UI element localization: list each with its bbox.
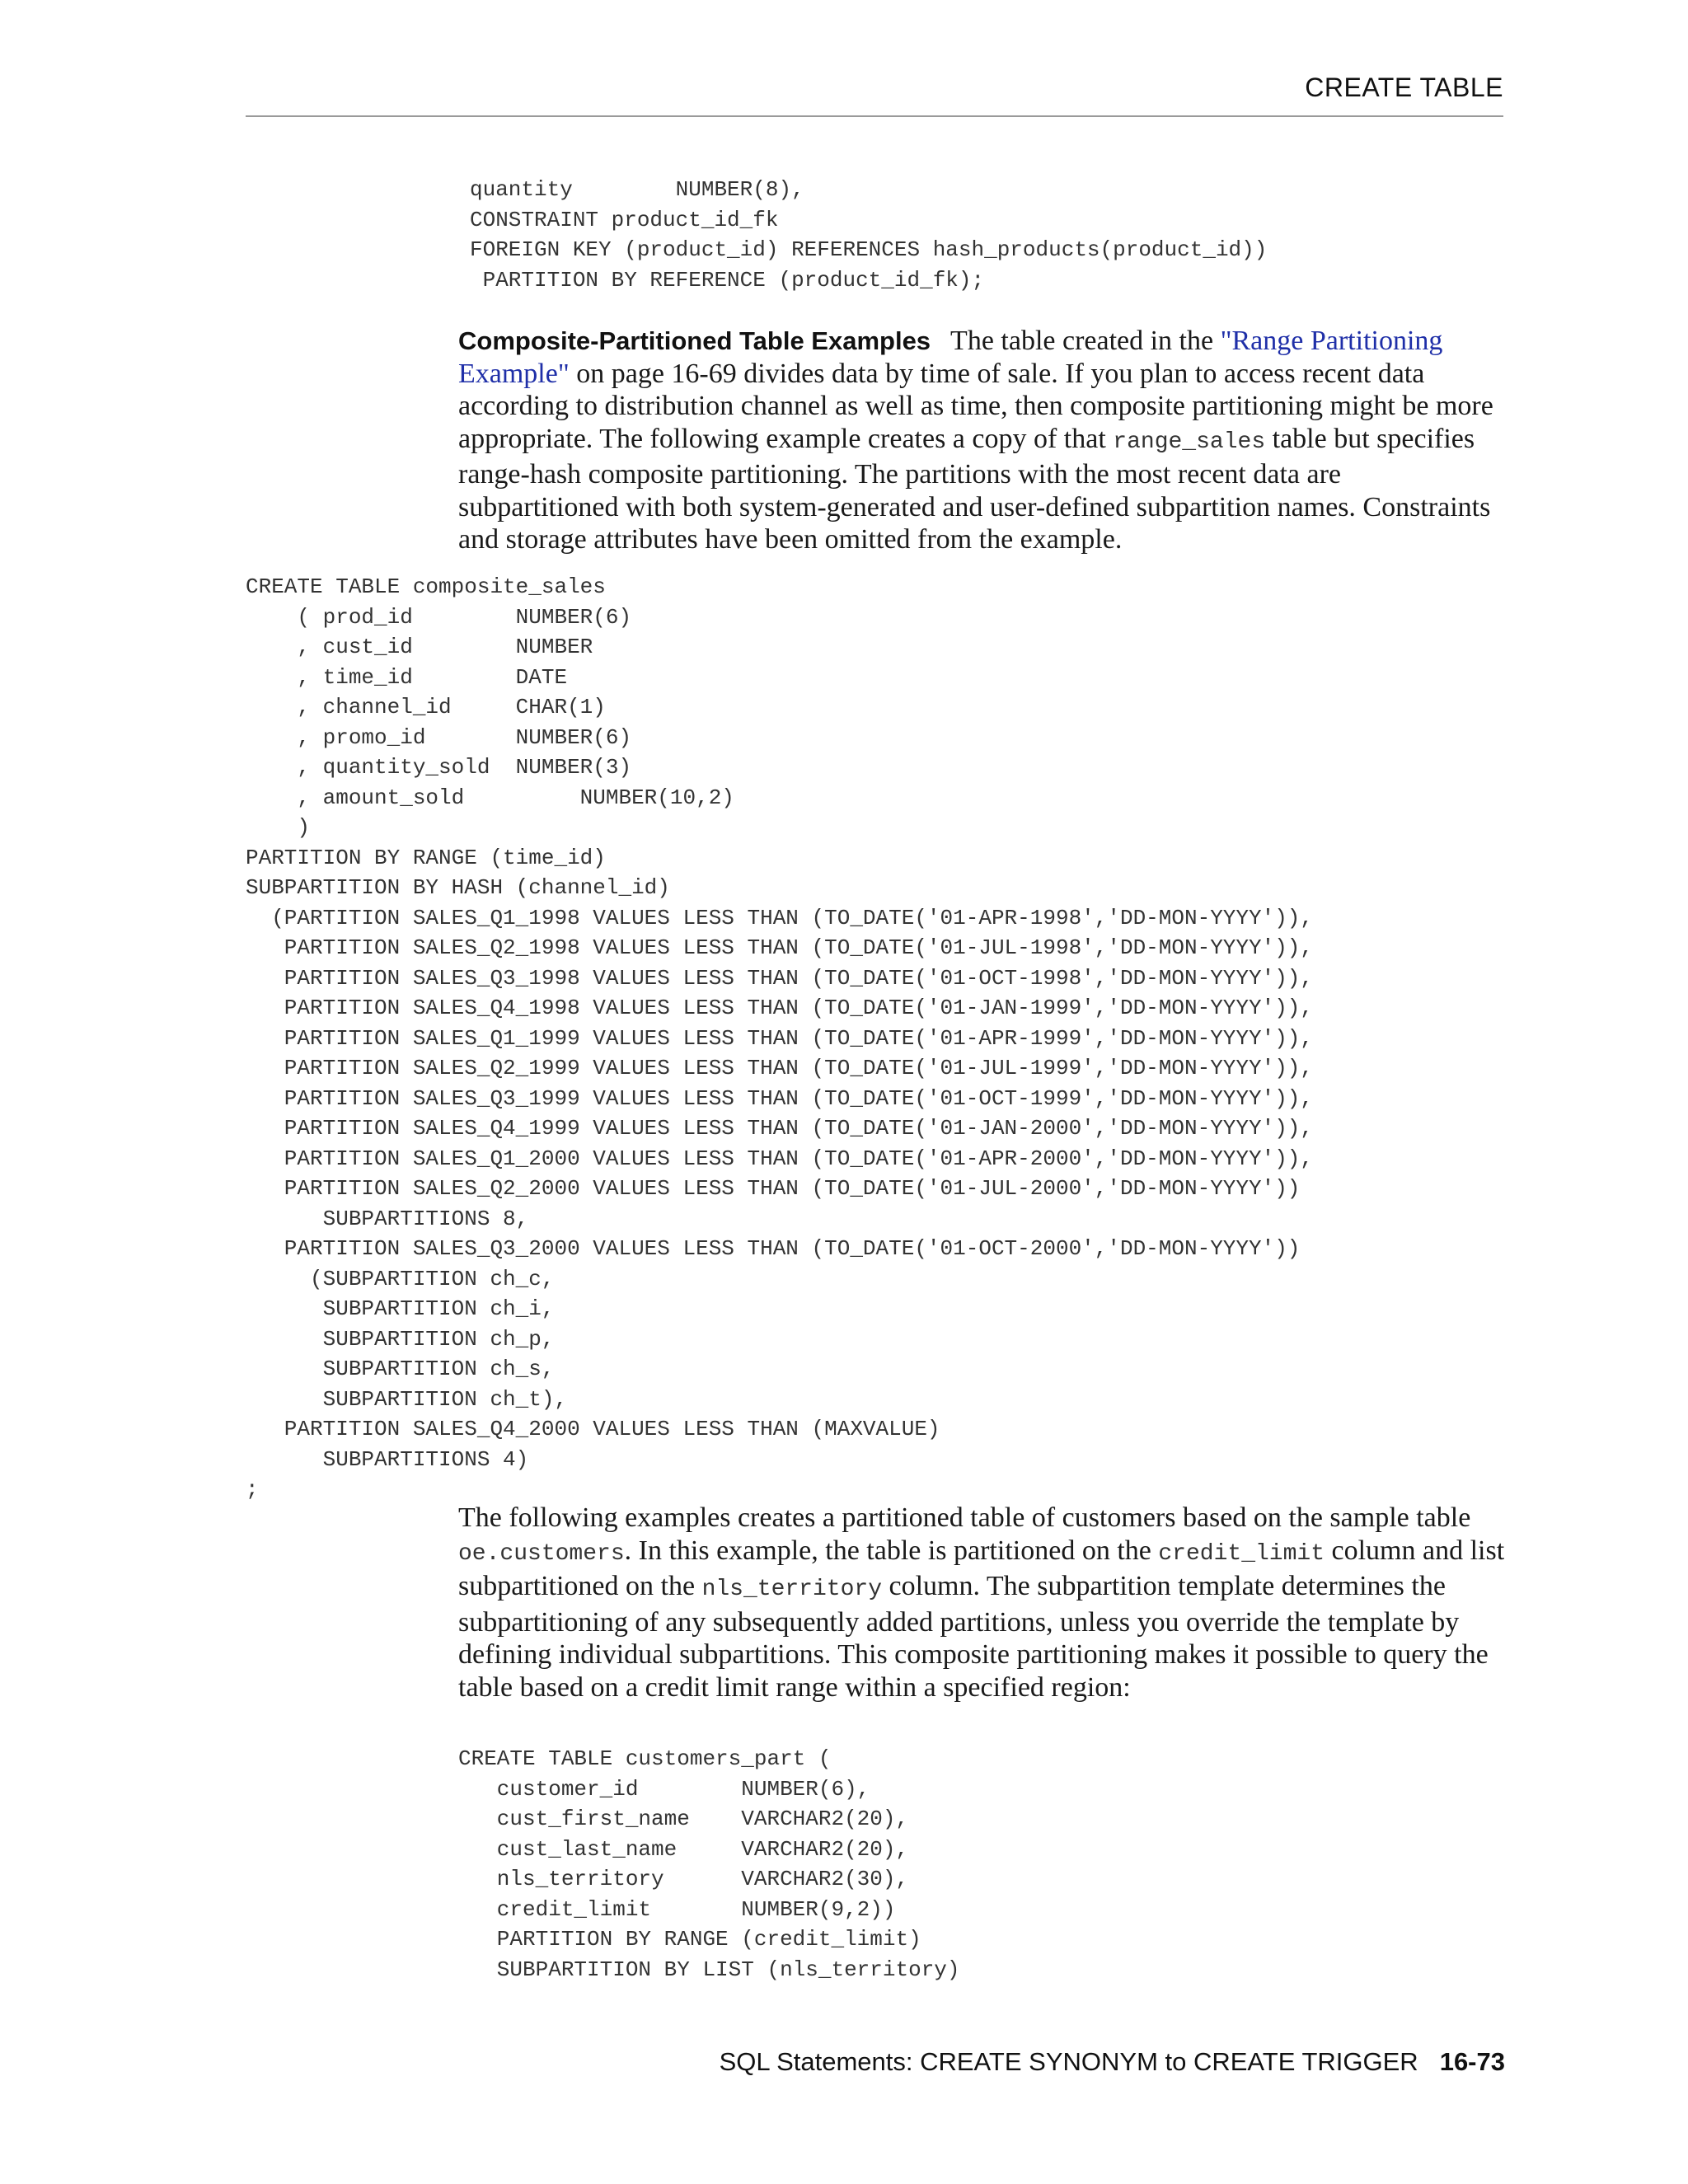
page-header bbox=[246, 0, 1503, 117]
code-block-reference-partition: quantity NUMBER(8), CONSTRAINT product_id_fk FOREIGN KEY (product_id) REFERENCES hash_products(product_id)) PARTITION BY REFERENCE (product_id_fk); bbox=[470, 177, 1268, 293]
page-footer bbox=[720, 2047, 1505, 2077]
paragraph-text: . In this example, the table is partitioned on the bbox=[624, 1535, 1159, 1566]
page-number: 16-73 bbox=[1439, 2047, 1505, 2076]
running-header-title: CREATE TABLE bbox=[1305, 73, 1503, 102]
inline-code: oe.customers bbox=[458, 1540, 625, 1567]
section-heading: Composite-Partitioned Table Examples bbox=[458, 326, 931, 355]
customers-paragraph bbox=[458, 1502, 1505, 1704]
inline-code: credit_limit bbox=[1158, 1540, 1325, 1567]
paragraph-text: The following examples creates a partitioned table of customers based on the sample table bbox=[458, 1502, 1471, 1533]
paragraph-text: on page 16-69 divides data by time of sale. If you plan to access recent data according to distribution channel as well as time, then composite partitioning might be more appropriate. The following example creates a copy of that bbox=[458, 358, 1493, 454]
code-block-composite-sales: CREATE TABLE composite_sales ( prod_id NUMBER(6) , cust_id NUMBER , time_id DATE , channel_id CHAR(1) , promo_id NUMBER(6) , quantity_sold NUMBER(3) , amount_sold NUMBER(10,2) ) PARTITION BY RANGE (time_id) SUBPARTITION BY HASH (channel_id) (PARTITION SALES_Q1_1998 VALUES LESS THAN (TO_DATE('01-APR-1998','DD-MON-YYYY')), PARTITION SALES_Q2_1998 VALUES LESS THAN (TO_DATE('01-JUL-1998','DD-MON-YYYY')), PARTITION SALES_Q3_1998 VALUES LESS THAN (TO_DATE('01-OCT-1998','DD-MON-YYYY')), PARTITION SALES_Q4_1998 VALUES LESS THAN (TO_DATE('01-JAN-1999','DD-MON-YYYY')), PARTITION SALES_Q1_1999 VALUES LESS THAN (TO_DATE('01-APR-1999','DD-MON-YYYY')), PARTITION SALES_Q2_1999 VALUES LESS THAN (TO_DATE('01-JUL-1999','DD-MON-YYYY')), PARTITION SALES_Q3_1999 VALUES LESS THAN (TO_DATE('01-OCT-1999','DD-MON-YYYY')), PARTITION SALES_Q4_1999 VALUES LESS THAN (TO_DATE('01-JAN-2000','DD-MON-YYYY')), PARTITION SALES_Q1_2000 VALUES LESS THAN (TO_DATE('01-APR-2000','DD-MON-YYYY')), PARTITION SALES_Q2_2000 VALUES LESS THAN (TO_DATE('01-JUL-2000','DD-MON-YYYY')) SUBPARTITIONS 8, PARTITION SALES_Q3_2000 VALUES LESS THAN (TO_DATE('01-OCT-2000','DD-MON-YYYY')) (SUBPARTITION ch_c, SUBPARTITION ch_i, SUBPARTITION ch_p, SUBPARTITION ch_s, SUBPARTITION ch_t), PARTITION SALES_Q4_2000 VALUES LESS THAN (MAXVALUE) SUBPARTITIONS 4) ; bbox=[246, 574, 1314, 1502]
paragraph-text: table but specifies range-hash composite partitioning. The partitions with the most recent data are subpartitioned with both system-generated and user-defined subpartition names. Constraints and storage attributes have been omitted from the example. bbox=[458, 423, 1491, 555]
inline-code: nls_territory bbox=[701, 1577, 882, 1602]
composite-partitioned-paragraph bbox=[458, 325, 1505, 556]
code-block-customers-part: CREATE TABLE customers_part ( customer_id NUMBER(6), cust_first_name VARCHAR2(20), cust_last_name VARCHAR2(20), nls_territory VARCHAR2(30), credit_limit NUMBER(9,2)) PARTITION BY RANGE (credit_limit) SUBPARTITION BY LIST (nls_territory) bbox=[458, 1746, 960, 1982]
paragraph-text: The table created in the bbox=[950, 326, 1221, 356]
paragraph-text: column. The subpartition template determines the subpartitioning of any subsequently added partitions, unless you override the template by defining individual subpartitions. This composite partitioning makes it possible to query the table based on a credit limit range within a specified region: bbox=[458, 1571, 1489, 1703]
footer-title: SQL Statements: CREATE SYNONYM to CREATE TRIGGER bbox=[719, 2047, 1418, 2076]
inline-code: range_sales bbox=[1113, 429, 1266, 455]
range-partitioning-example-link[interactable]: "Range Partitioning Example" bbox=[458, 326, 1443, 389]
paragraph-text: column and list subpartitioned on the bbox=[458, 1535, 1505, 1601]
